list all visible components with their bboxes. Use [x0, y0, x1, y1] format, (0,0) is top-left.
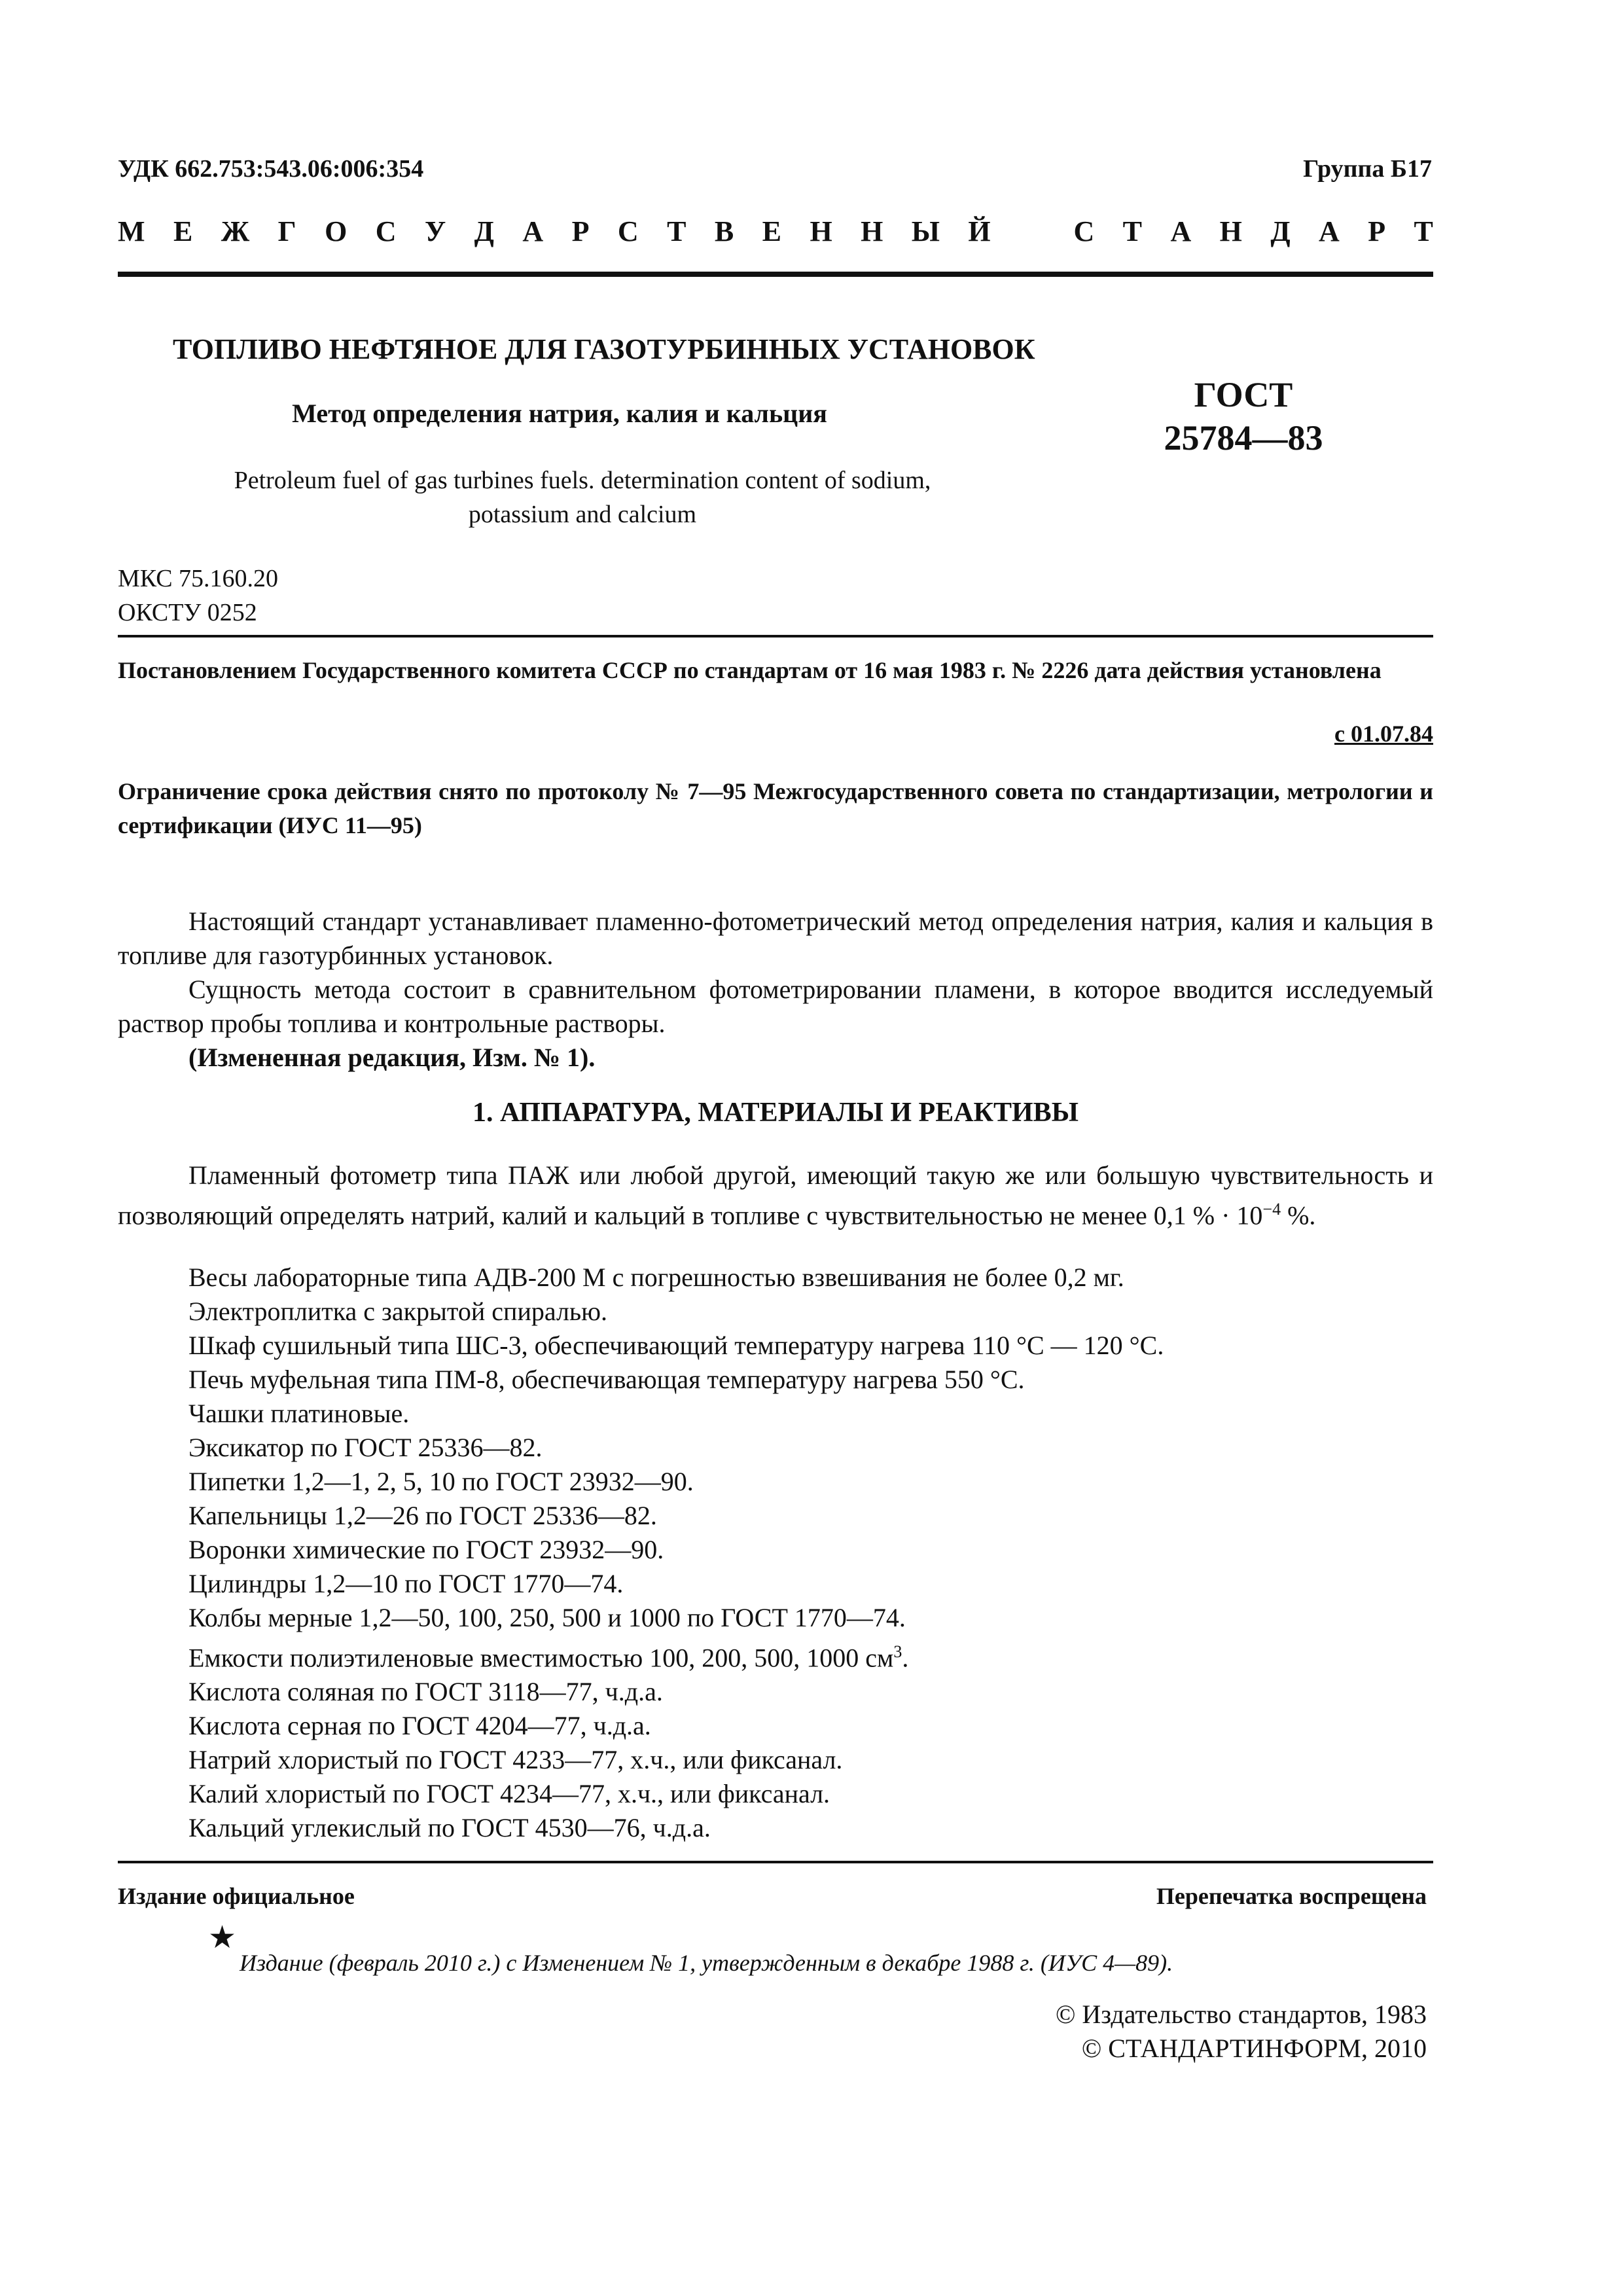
footer-divider — [118, 1861, 1433, 1863]
photometer-paragraph — [118, 1158, 1433, 1232]
banner-letter: Г — [277, 215, 296, 247]
banner-letter: Д — [1270, 215, 1291, 247]
mks-code: МКС 75.160.20 — [118, 565, 279, 592]
list-item-text: Емкости полиэтиленовые вместимостью 100, 200, 500, 1000 см — [188, 1643, 894, 1673]
banner-letter: Й — [968, 215, 991, 247]
section-heading: 1. АППАРАТУРА, МАТЕРИАЛЫ И РЕАКТИВЫ — [473, 1098, 1079, 1128]
list-item: Воронки химические по ГОСТ 23932—90. — [188, 1535, 664, 1564]
effective-date: с 01.07.84 — [1334, 721, 1433, 747]
reprint-prohibited: Перепечатка воспрещена — [1156, 1883, 1427, 1909]
list-item: Колбы мерные 1,2—50, 100, 250, 500 и 1000 по ГОСТ 1770—74. — [188, 1603, 906, 1632]
official-edition: Издание официальное — [118, 1883, 355, 1909]
list-item: Шкаф сушильный типа ШС-3, обеспечивающий температуру нагрева 110 °С — 120 °С. — [188, 1331, 1164, 1360]
banner-letter: Н — [861, 215, 883, 247]
banner-letter: Р — [571, 215, 590, 247]
banner-letter: А — [522, 215, 544, 247]
udk-code: УДК 662.753:543.06:006:354 — [118, 155, 424, 183]
banner-letter: Д — [474, 215, 494, 247]
edition-note: Издание (февраль 2010 г.) с Изменением № 1, утвержденным в декабре 1988 г. (ИУС 4—89). — [240, 1950, 1173, 1976]
gost-number: 25784—83 — [1164, 418, 1323, 457]
banner-letter: Т — [1122, 215, 1143, 247]
copyright-line: © СТАНДАРТИНФОРМ, 2010 — [1081, 2034, 1427, 2063]
banner-letter: О — [325, 215, 348, 247]
banner-letter: В — [714, 215, 734, 247]
exponent: −4 — [1262, 1200, 1281, 1219]
amendment-note: (Измененная редакция, Изм. № 1). — [188, 1043, 596, 1072]
list-item: Пипетки 1,2—1, 2, 5, 10 по ГОСТ 23932—90. — [188, 1467, 694, 1496]
list-item: Чашки платиновые. — [188, 1399, 410, 1428]
copyright-block — [1056, 1998, 1427, 2066]
banner-letter: У — [424, 215, 446, 247]
banner-letter: Ы — [911, 215, 940, 247]
group-code: Группа Б17 — [1303, 155, 1432, 183]
list-item-containers — [188, 1635, 1164, 1675]
codes-divider — [118, 635, 1433, 637]
header-divider — [118, 272, 1433, 277]
list-item: Печь муфельная типа ПМ-8, обеспечивающая температуру нагрева 550 °С. — [188, 1365, 1025, 1394]
decree-text: Постановлением Государственного комитета СССР по стандартам от 16 мая 1983 г. № 2226 дата действия установлена — [118, 657, 1382, 683]
banner-letter: Е — [762, 215, 782, 247]
classification-codes — [118, 562, 278, 630]
banner-letter: А — [1319, 215, 1340, 247]
banner-letter: С — [375, 215, 397, 247]
interstate-standard-banner — [118, 208, 1433, 254]
list-item: Цилиндры 1,2—10 по ГОСТ 1770—74. — [188, 1569, 624, 1598]
english-title-line: potassium and calcium — [468, 501, 697, 528]
banner-letter: Н — [810, 215, 832, 247]
banner-letter: С — [1073, 215, 1095, 247]
gost-label: ГОСТ — [1194, 375, 1293, 414]
equipment-list — [188, 1261, 1164, 1845]
banner-letter: С — [617, 215, 639, 247]
exponent: 3 — [893, 1642, 902, 1661]
english-title-line: Petroleum fuel of gas turbines fuels. determination content of sodium, — [234, 467, 931, 494]
list-item: Кислота соляная по ГОСТ 3118—77, ч.д.а. — [188, 1677, 663, 1707]
list-item: Электроплитка с закрытой спиралью. — [188, 1297, 608, 1326]
list-item: Кислота серная по ГОСТ 4204—77, ч.д.а. — [188, 1711, 651, 1741]
list-item: Калий хлористый по ГОСТ 4234—77, х.ч., или фиксанал. — [188, 1779, 830, 1809]
list-item: Кальций углекислый по ГОСТ 4530—76, ч.д.а. — [188, 1813, 711, 1843]
list-item: Натрий хлористый по ГОСТ 4233—77, х.ч., или фиксанал. — [188, 1745, 843, 1775]
gost-designation — [1113, 373, 1466, 459]
intro-paragraph: Настоящий стандарт устанавливает пламенно-фотометрический метод определения натрия, калия и кальция в топливе для газотурбинных установок. — [118, 906, 1433, 970]
list-item: Эксикатор по ГОСТ 25336—82. — [188, 1433, 543, 1462]
banner-letter: Ж — [221, 215, 250, 247]
english-title — [118, 463, 1165, 531]
banner-letter: Т — [667, 215, 687, 247]
list-item: Весы лабораторные типа АДВ-200 М с погрешностью взвешивания не более 0,2 мг. — [188, 1263, 1124, 1292]
intro-paragraph: Сущность метода состоит в сравнительном фотометрировании пламени, в которое вводится исследуемый раствор пробы топлива и контрольные растворы. — [118, 975, 1433, 1038]
okstu-code: ОКСТУ 0252 — [118, 599, 257, 626]
banner-letter: Р — [1368, 215, 1386, 247]
list-item: Капельницы 1,2—26 по ГОСТ 25336—82. — [188, 1501, 657, 1530]
copyright-line: © Издательство стандартов, 1983 — [1055, 2000, 1427, 2029]
limitation-text: Ограничение срока действия снято по протоколу № 7—95 Межгосударственного совета по стандартизации, метрологии и сертификации (ИУС 11—95) — [118, 778, 1433, 838]
photometer-text-end: %. — [1281, 1200, 1316, 1230]
document-subtitle: Метод определения натрия, калия и кальция — [292, 399, 827, 428]
banner-letter: Т — [1414, 215, 1433, 247]
list-item-end: . — [902, 1643, 909, 1673]
banner-letter: Е — [173, 215, 193, 247]
banner-letter: М — [118, 215, 145, 247]
star-icon: ★ — [208, 1920, 237, 1955]
banner-letter: Н — [1219, 215, 1242, 247]
photometer-text: Пламенный фотометр типа ПАЖ или любой другой, имеющий такую же или большую чувствительность и позволяющий определять натрий, калий и кальций в топливе с чувствительностью не менее 0,1 % · 10 — [118, 1160, 1433, 1230]
document-title: ТОПЛИВО НЕФТЯНОЕ ДЛЯ ГАЗОТУРБИННЫХ УСТАНОВОК — [173, 333, 1035, 365]
banner-letter: А — [1170, 215, 1192, 247]
